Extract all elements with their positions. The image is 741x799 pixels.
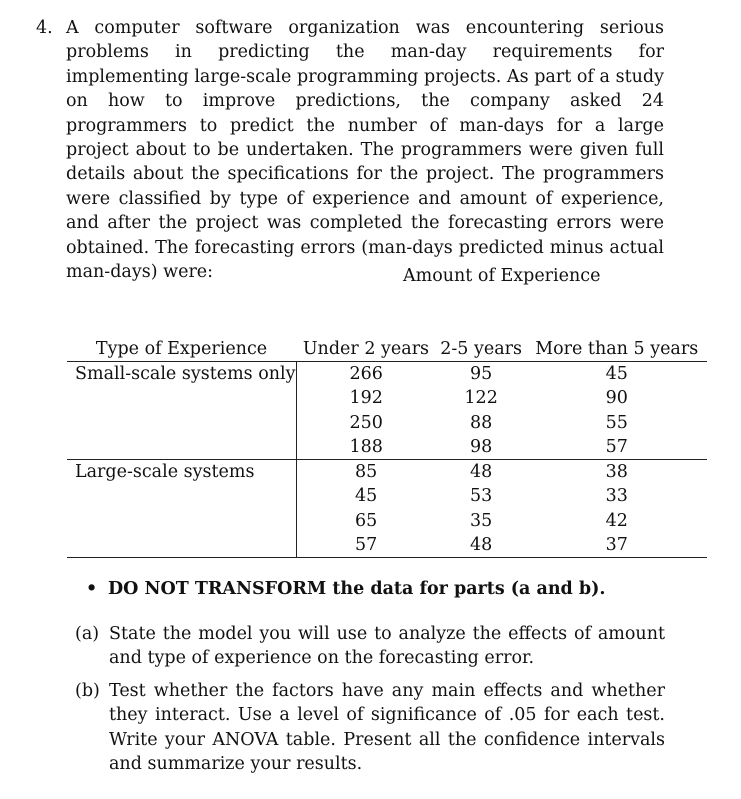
table-cell: 45	[526, 362, 707, 387]
part-b-label: (b)	[75, 681, 100, 701]
table-cell: 188	[349, 436, 383, 457]
column-header-under-2-years: Under 2 years	[296, 337, 436, 362]
table-cell: 42	[605, 510, 628, 531]
table-cell: 95	[436, 362, 527, 387]
table-cell: 88	[469, 412, 493, 433]
table-cell: 250	[349, 412, 383, 433]
group-label-small-scale: Small-scale systems only	[67, 362, 296, 460]
instruction-bullet	[86, 576, 606, 602]
table-cell: 122	[464, 388, 498, 409]
instruction-text: DO NOT TRANSFORM the data for parts (a and b).	[108, 579, 606, 599]
table-cell: 48	[436, 533, 527, 558]
table-cell: 38	[526, 460, 707, 485]
table-cell: 55	[605, 412, 628, 433]
table-cell: 53	[469, 486, 493, 507]
table-cell: 48	[436, 460, 527, 485]
column-header-2-5-years: 2-5 years	[436, 337, 527, 362]
table-cell: 45	[355, 486, 378, 507]
problem-statement: A computer software organization was encountering serious problems in predicting the man-day requirements for implementing large-scale programming projects. As part of a study on how to improve predictions, the company asked 24 programmers to predict the number of man-days for a large project about to be undertaken. The programmers were given full details about the specifications for the project. The programmers were classified by type of experience and amount of experience, and after the project was completed the forecasting errors were obtained. The forecasting errors (man-days predicted minus actual man-days) were:	[66, 18, 664, 283]
table-row	[67, 362, 707, 387]
table-row	[67, 460, 707, 485]
type-of-experience-header: Type of Experience	[67, 337, 296, 362]
forecast-error-table	[67, 337, 707, 558]
table-cell: 90	[605, 388, 628, 409]
problem-number: 4.	[36, 18, 53, 38]
table-cell: 85	[296, 460, 436, 485]
column-header-more-than-5-years: More than 5 years	[526, 337, 707, 362]
part-a-label: (a)	[75, 624, 100, 644]
table-cell: 57	[296, 533, 436, 558]
table-header-row	[67, 337, 707, 362]
part-a-text: State the model you will use to analyze the effects of amount and type of experience on the forecasting error.	[109, 624, 665, 669]
table-cell: 35	[469, 510, 493, 531]
part-b-text: Test whether the factors have any main effects and whether they interact. Use a level of significance of .05 for each test. Write your ANOVA table. Present all the confidence intervals and summarize your results.	[109, 681, 665, 775]
table-cell: 33	[605, 486, 628, 507]
table-cell: 57	[605, 436, 628, 457]
group-label-large-scale: Large-scale systems	[67, 460, 296, 558]
table-cell: 65	[355, 510, 378, 531]
table-caption: Amount of Experience	[403, 266, 601, 286]
table-cell: 266	[296, 362, 436, 387]
table-cell: 192	[349, 388, 383, 409]
bullet-icon: •	[86, 579, 98, 599]
table-cell: 37	[526, 533, 707, 558]
table-cell: 98	[469, 436, 493, 457]
